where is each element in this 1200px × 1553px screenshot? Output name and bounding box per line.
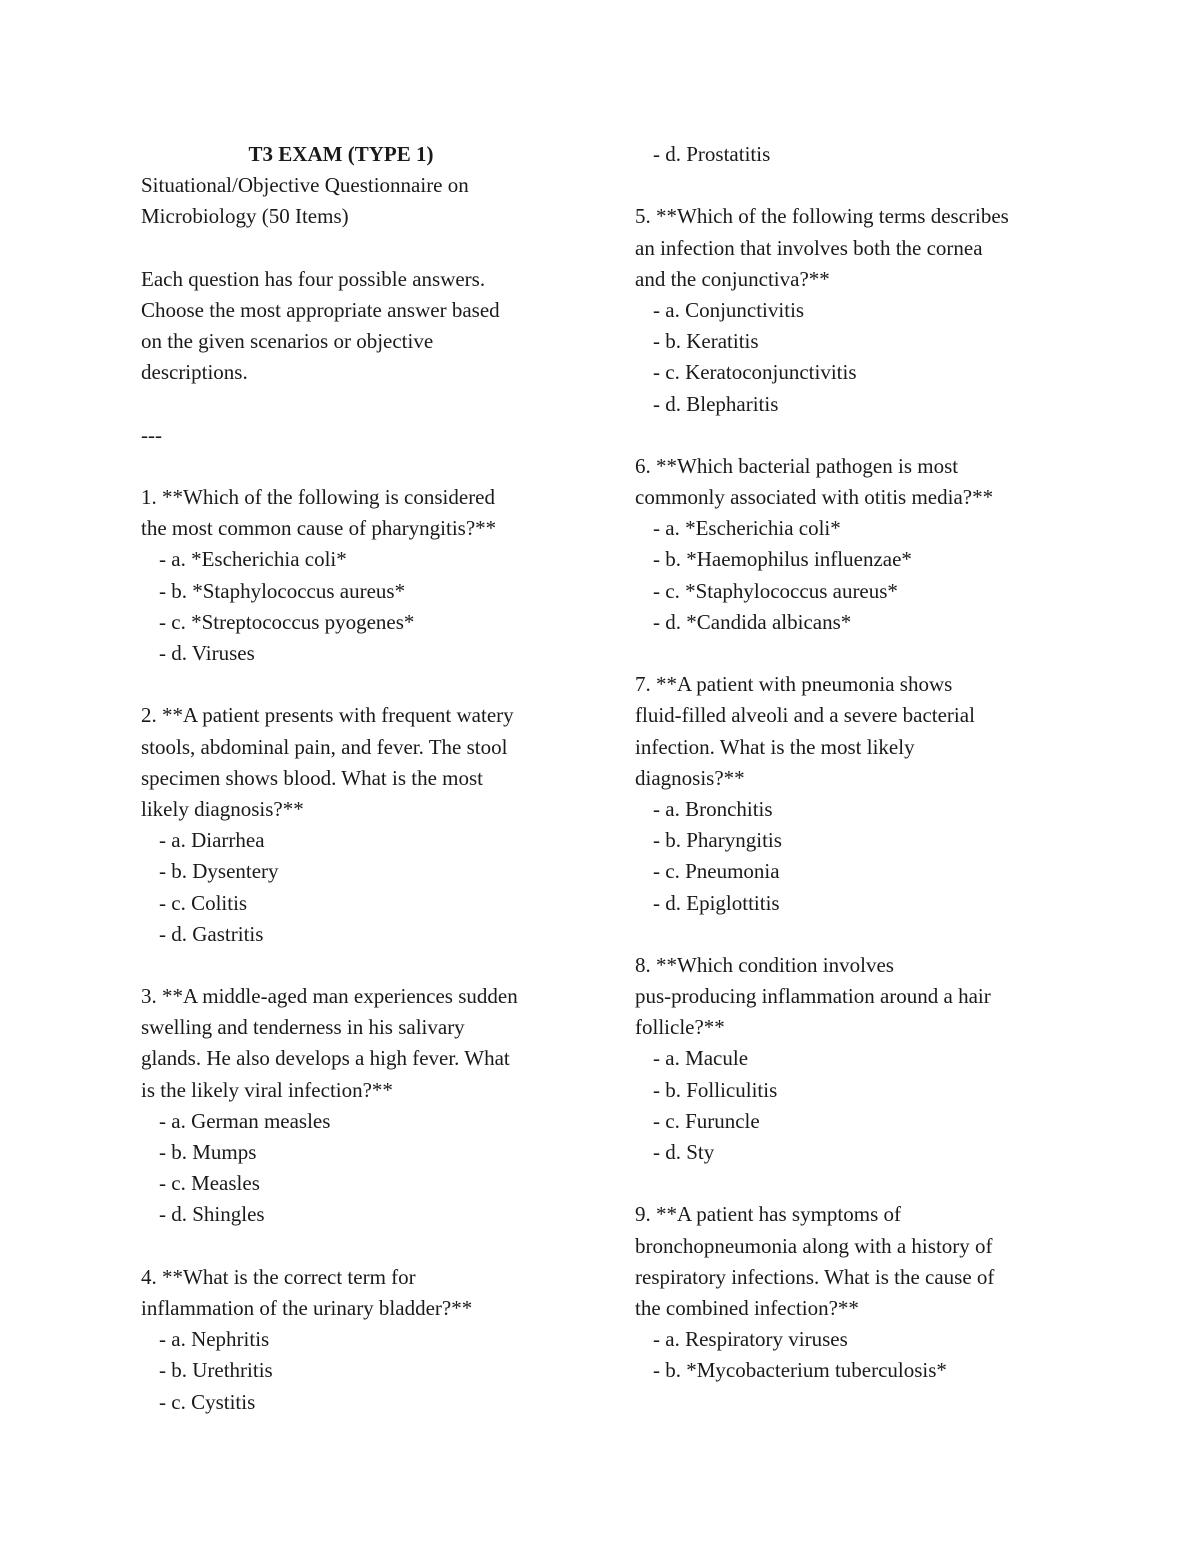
spacer bbox=[141, 669, 581, 700]
question-text-line: respiratory infections. What is the cause of bbox=[635, 1264, 995, 1289]
question-block bbox=[141, 482, 581, 700]
question-block bbox=[141, 1262, 581, 1418]
question-block bbox=[141, 981, 581, 1262]
option-line: - b. *Haemophilus influenzae* bbox=[653, 547, 912, 572]
question-text-line: stools, abdominal pain, and fever. The stool bbox=[141, 734, 508, 759]
subtitle-line: Situational/Objective Questionnaire on bbox=[141, 173, 469, 198]
question-text-line: is the likely viral infection?** bbox=[141, 1077, 393, 1102]
option-line: - a. Bronchitis bbox=[653, 796, 773, 821]
option-line: - d. Blepharitis bbox=[653, 391, 779, 416]
option-line: - b. Dysentery bbox=[159, 859, 279, 884]
option-list bbox=[141, 1324, 581, 1418]
exam-title: T3 EXAM (TYPE 1) bbox=[248, 142, 434, 166]
option-list bbox=[635, 295, 1075, 420]
option-line: - a. Nephritis bbox=[159, 1327, 270, 1352]
option-line: - c. *Staphylococcus aureus* bbox=[653, 578, 898, 603]
option-line: - d. *Candida albicans* bbox=[653, 609, 852, 634]
spacer bbox=[141, 950, 581, 981]
right-question-list bbox=[635, 201, 1075, 1386]
option-list bbox=[635, 513, 1075, 638]
question-text-line: inflammation of the urinary bladder?** bbox=[141, 1295, 473, 1320]
spacer bbox=[635, 638, 1075, 669]
question-text-line: follicle?** bbox=[635, 1015, 725, 1040]
left-question-list bbox=[141, 482, 581, 1418]
spacer bbox=[141, 389, 581, 420]
option-line: - a. German measles bbox=[159, 1108, 331, 1133]
spacer bbox=[635, 919, 1075, 950]
option-line: - c. Pneumonia bbox=[653, 859, 780, 884]
question-text-line: 7. **A patient with pneumonia shows bbox=[635, 672, 953, 697]
option-line: - a. Respiratory viruses bbox=[653, 1327, 848, 1352]
option-line: - a. *Escherichia coli* bbox=[159, 547, 347, 572]
subtitle-line: Microbiology (50 Items) bbox=[141, 204, 349, 229]
right-column bbox=[635, 139, 1075, 1387]
question-text-line: 5. **Which of the following terms describes bbox=[635, 204, 1009, 229]
option-line: - d. Epiglottitis bbox=[653, 890, 780, 915]
question-text-line: the most common cause of pharyngitis?** bbox=[141, 516, 497, 541]
question-text-line: diagnosis?** bbox=[635, 765, 745, 790]
option-line: - a. *Escherichia coli* bbox=[653, 516, 841, 541]
option-line: - d. Shingles bbox=[159, 1202, 265, 1227]
option-line: - a. Diarrhea bbox=[159, 828, 265, 853]
option-list bbox=[141, 825, 581, 950]
question-block bbox=[635, 669, 1075, 950]
option-line: - c. Colitis bbox=[159, 890, 248, 915]
option-list bbox=[635, 794, 1075, 919]
option-line: - b. *Staphylococcus aureus* bbox=[159, 578, 406, 603]
question-block bbox=[635, 451, 1075, 669]
option-line: - d. Viruses bbox=[159, 641, 255, 665]
option-line: - b. Urethritis bbox=[159, 1358, 273, 1383]
option-list bbox=[141, 1106, 581, 1231]
question-text-line: pus-producing inflammation around a hair bbox=[635, 984, 991, 1009]
question-block bbox=[635, 201, 1075, 451]
instructions-line: Each question has four possible answers. bbox=[141, 266, 486, 291]
question-text-line: glands. He also develops a high fever. What bbox=[141, 1046, 510, 1071]
option-line: - b. Folliculitis bbox=[653, 1077, 778, 1102]
spacer bbox=[635, 420, 1075, 451]
question-text-line: 4. **What is the correct term for bbox=[141, 1264, 416, 1289]
question-text-line: infection. What is the most likely bbox=[635, 734, 915, 759]
option-line: - b. Mumps bbox=[159, 1140, 257, 1164]
question-text-line: bronchopneumonia along with a history of bbox=[635, 1233, 993, 1258]
option-line: - c. Furuncle bbox=[653, 1108, 760, 1133]
question-block bbox=[635, 950, 1075, 1200]
instructions-line: Choose the most appropriate answer based bbox=[141, 297, 500, 322]
option-line: - b. Keratitis bbox=[653, 329, 759, 354]
instructions-line: on the given scenarios or objective bbox=[141, 329, 434, 354]
question-text-line: 3. **A middle-aged man experiences sudden bbox=[141, 984, 518, 1009]
option-line: - c. *Streptococcus pyogenes* bbox=[159, 609, 415, 634]
question-text-line: commonly associated with otitis media?** bbox=[635, 485, 994, 510]
option-line: - d. Prostatitis bbox=[653, 142, 771, 166]
question-text-line: an infection that involves both the cornea bbox=[635, 235, 983, 260]
left-column bbox=[141, 139, 581, 1418]
question-text-line: 1. **Which of the following is considered bbox=[141, 485, 496, 510]
option-list bbox=[141, 544, 581, 669]
option-line: - d. Gastritis bbox=[159, 921, 264, 946]
question-text-line: specimen shows blood. What is the most bbox=[141, 765, 483, 790]
option-line: - c. Keratoconjunctivitis bbox=[653, 360, 857, 385]
question-text-line: likely diagnosis?** bbox=[141, 796, 304, 821]
option-line: - a. Conjunctivitis bbox=[653, 297, 805, 322]
question-block bbox=[141, 700, 581, 981]
separator: --- bbox=[141, 422, 162, 447]
question-text-line: 8. **Which condition involves bbox=[635, 952, 894, 977]
question-text-line: the combined infection?** bbox=[635, 1295, 859, 1320]
question-block bbox=[635, 1199, 1075, 1386]
option-list bbox=[635, 1043, 1075, 1168]
question-text-line: and the conjunctiva?** bbox=[635, 266, 830, 291]
spacer bbox=[635, 170, 1075, 201]
question-text-line: 6. **Which bacterial pathogen is most bbox=[635, 453, 959, 478]
question-text-line: fluid-filled alveoli and a severe bacterial bbox=[635, 703, 975, 728]
option-line: - c. Measles bbox=[159, 1171, 260, 1196]
option-line: - c. Cystitis bbox=[159, 1389, 256, 1414]
option-list bbox=[635, 1324, 1075, 1386]
question-text-line: swelling and tenderness in his salivary bbox=[141, 1015, 465, 1040]
question-text-line: 9. **A patient has symptoms of bbox=[635, 1202, 901, 1227]
option-line: - b. Pharyngitis bbox=[653, 828, 782, 853]
option-line: - b. *Mycobacterium tuberculosis* bbox=[653, 1358, 947, 1383]
spacer bbox=[141, 233, 581, 264]
spacer bbox=[141, 451, 581, 482]
spacer bbox=[635, 1168, 1075, 1199]
instructions-line: descriptions. bbox=[141, 360, 248, 385]
option-line: - a. Macule bbox=[653, 1046, 749, 1071]
option-line: - d. Sty bbox=[653, 1140, 715, 1164]
question-text-line: 2. **A patient presents with frequent watery bbox=[141, 703, 514, 728]
spacer bbox=[141, 1231, 581, 1262]
